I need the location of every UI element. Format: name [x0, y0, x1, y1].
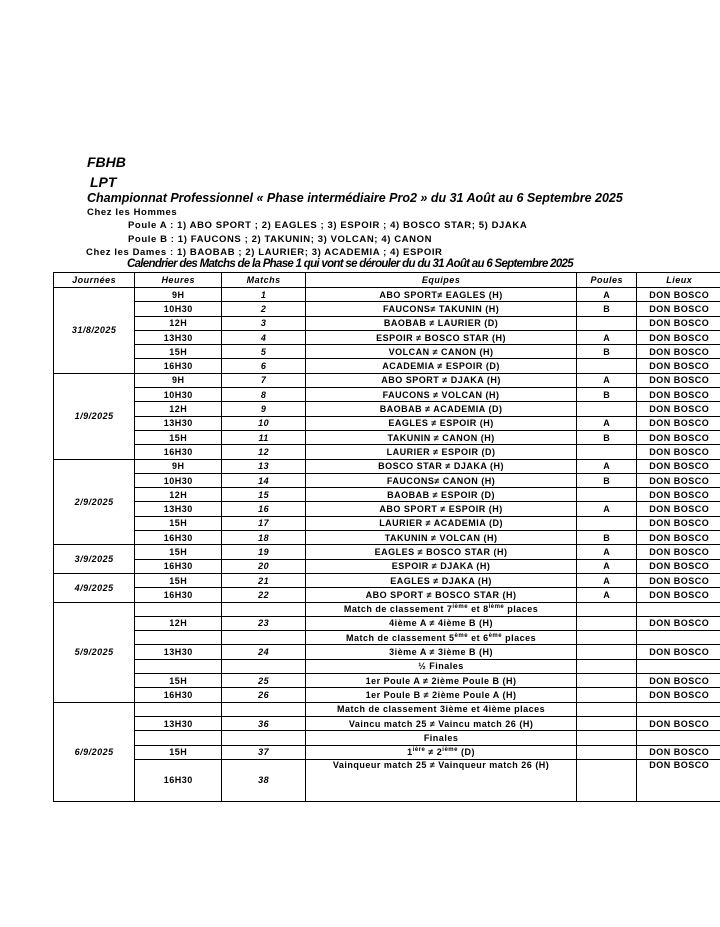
heure-cell: 9H [135, 288, 222, 302]
table-row [54, 759, 720, 801]
poule-cell: A [577, 288, 637, 302]
lieu-cell: DON BOSCO [637, 416, 720, 430]
table-row [54, 288, 720, 302]
poule-cell [577, 445, 637, 459]
lieu-cell: DON BOSCO [637, 445, 720, 459]
poule-cell: A [577, 545, 637, 559]
table-row [54, 531, 720, 545]
equipes-cell: Match de classement 5ème et 6ème places [306, 631, 577, 645]
table-row [54, 488, 720, 502]
journee-cell: 31/8/2025 [54, 288, 135, 374]
poule-cell [577, 602, 637, 616]
lieu-cell [637, 602, 720, 616]
match-number-cell: 23 [222, 616, 306, 630]
heure-cell: 16H30 [135, 359, 222, 373]
poule-cell: A [577, 459, 637, 473]
federation-acronym: FBHB [87, 154, 126, 170]
lieu-cell: DON BOSCO [637, 488, 720, 502]
poule-cell: B [577, 388, 637, 402]
heure-cell: 15H [135, 745, 222, 759]
heure-cell: 16H30 [135, 688, 222, 702]
equipes-cell: Finales [306, 731, 577, 745]
equipes-cell: ABO SPORT≠ EAGLES (H) [306, 288, 577, 302]
journee-cell: 4/9/2025 [54, 573, 135, 602]
lieu-cell: DON BOSCO [637, 545, 720, 559]
lieu-cell: DON BOSCO [637, 316, 720, 330]
table-row [54, 430, 720, 444]
match-number-cell: 20 [222, 559, 306, 573]
journee-cell: 2/9/2025 [54, 459, 135, 545]
lieu-cell: DON BOSCO [637, 616, 720, 630]
lieu-cell: DON BOSCO [637, 373, 720, 387]
league-acronym: LPT [90, 174, 117, 190]
match-number-cell: 36 [222, 716, 306, 730]
match-number-cell: 21 [222, 573, 306, 587]
poule-cell: A [577, 573, 637, 587]
equipes-cell: EAGLES ≠ DJAKA (H) [306, 573, 577, 587]
table-row [54, 602, 720, 616]
heure-cell: 13H30 [135, 330, 222, 344]
poule-cell: B [577, 473, 637, 487]
heure-cell: 10H30 [135, 473, 222, 487]
poule-cell [577, 616, 637, 630]
women-teams: Chez les Dames : 1) BAOBAB ; 2) LAURIER; 3) ACADEMIA ; 4) ESPOIR [86, 247, 443, 258]
table-row [54, 302, 720, 316]
equipes-cell: 1er Poule A ≠ 2ième Poule B (H) [306, 674, 577, 688]
table-row [54, 559, 720, 573]
lieu-cell: DON BOSCO [637, 759, 720, 801]
equipes-cell: BAOBAB ≠ ESPOIR (D) [306, 488, 577, 502]
poule-cell: B [577, 345, 637, 359]
equipes-cell: ABO SPORT ≠ ESPOIR (H) [306, 502, 577, 516]
equipes-cell: ESPOIR ≠ BOSCO STAR (H) [306, 330, 577, 344]
lieu-cell: DON BOSCO [637, 588, 720, 602]
match-number-cell: 22 [222, 588, 306, 602]
poule-cell: A [577, 559, 637, 573]
heure-cell: 9H [135, 459, 222, 473]
table-row [54, 702, 720, 716]
poule-cell [577, 731, 637, 745]
poule-cell [577, 702, 637, 716]
table-row [54, 473, 720, 487]
table-row [54, 445, 720, 459]
heure-cell: 13H30 [135, 502, 222, 516]
table-row [54, 345, 720, 359]
match-number-cell: 11 [222, 430, 306, 444]
lieu-cell [637, 659, 720, 673]
match-number-cell: 15 [222, 488, 306, 502]
equipes-cell: 1er Poule B ≠ 2ième Poule A (H) [306, 688, 577, 702]
poule-cell [577, 745, 637, 759]
equipes-cell: ABO SPORT ≠ DJAKA (H) [306, 373, 577, 387]
heure-cell: 15H [135, 430, 222, 444]
match-number-cell: 12 [222, 445, 306, 459]
equipes-cell: TAKUNIN ≠ VOLCAN (H) [306, 531, 577, 545]
table-row [54, 388, 720, 402]
table-row [54, 716, 720, 730]
poule-cell: A [577, 330, 637, 344]
poule-cell [577, 659, 637, 673]
equipes-cell: EAGLES ≠ ESPOIR (H) [306, 416, 577, 430]
table-row [54, 373, 720, 387]
heure-cell: 16H30 [135, 588, 222, 602]
lieu-cell: DON BOSCO [637, 402, 720, 416]
match-number-cell: 37 [222, 745, 306, 759]
equipes-cell: BOSCO STAR ≠ DJAKA (H) [306, 459, 577, 473]
table-row [54, 459, 720, 473]
equipes-cell: Vainqueur match 25 ≠ Vainqueur match 26 (H) [306, 759, 577, 801]
poule-cell [577, 645, 637, 659]
equipes-cell: FAUCONS ≠ VOLCAN (H) [306, 388, 577, 402]
equipes-cell: VOLCAN ≠ CANON (H) [306, 345, 577, 359]
lieu-cell: DON BOSCO [637, 388, 720, 402]
match-number-cell [222, 659, 306, 673]
poule-cell [577, 516, 637, 530]
equipes-cell: BAOBAB ≠ ACADEMIA (D) [306, 402, 577, 416]
table-row [54, 402, 720, 416]
match-number-cell [222, 602, 306, 616]
lieu-cell: DON BOSCO [637, 502, 720, 516]
heure-cell: 15H [135, 516, 222, 530]
heure-cell: 15H [135, 345, 222, 359]
heure-cell: 12H [135, 316, 222, 330]
heure-cell: 9H [135, 373, 222, 387]
lieu-cell: DON BOSCO [637, 288, 720, 302]
poule-cell: B [577, 531, 637, 545]
pool-b-teams: Poule B : 1) FAUCONS ; 2) TAKUNIN; 3) VOLCAN; 4) CANON [128, 234, 433, 245]
match-number-cell [222, 702, 306, 716]
equipes-cell: 4ième A ≠ 4ième B (H) [306, 616, 577, 630]
match-number-cell: 38 [222, 759, 306, 801]
column-header-lieux: Lieux [637, 273, 720, 288]
poule-cell: B [577, 302, 637, 316]
equipes-cell: Match de classement 7ième et 8ième places [306, 602, 577, 616]
column-header-poules: Poules [577, 273, 637, 288]
schedule-body [54, 288, 720, 802]
equipes-cell: EAGLES ≠ BOSCO STAR (H) [306, 545, 577, 559]
equipes-cell: FAUCONS≠ CANON (H) [306, 473, 577, 487]
table-row [54, 502, 720, 516]
heure-cell: 15H [135, 573, 222, 587]
match-number-cell: 9 [222, 402, 306, 416]
match-number-cell: 26 [222, 688, 306, 702]
lieu-cell: DON BOSCO [637, 359, 720, 373]
match-number-cell: 10 [222, 416, 306, 430]
equipes-cell: ABO SPORT ≠ BOSCO STAR (H) [306, 588, 577, 602]
match-number-cell: 24 [222, 645, 306, 659]
table-row [54, 588, 720, 602]
pool-a-teams: Poule A : 1) ABO SPORT ; 2) EAGLES ; 3) ESPOIR ; 4) BOSCO STAR; 5) DJAKA [128, 220, 528, 231]
match-number-cell: 5 [222, 345, 306, 359]
match-number-cell: 19 [222, 545, 306, 559]
table-row [54, 645, 720, 659]
poule-cell [577, 359, 637, 373]
heure-cell [135, 702, 222, 716]
lieu-cell: DON BOSCO [637, 330, 720, 344]
table-row [54, 545, 720, 559]
match-number-cell: 2 [222, 302, 306, 316]
match-number-cell: 6 [222, 359, 306, 373]
table-row [54, 330, 720, 344]
poule-cell [577, 316, 637, 330]
lieu-cell [637, 631, 720, 645]
heure-cell: 15H [135, 674, 222, 688]
match-number-cell: 14 [222, 473, 306, 487]
men-section-label: Chez les Hommes [87, 207, 178, 218]
equipes-cell: $1^{ière} \ne 2ième$ (D) [306, 745, 577, 759]
table-row [54, 688, 720, 702]
lieu-cell [637, 731, 720, 745]
heure-cell [135, 659, 222, 673]
equipes-cell: ESPOIR ≠ DJAKA (H) [306, 559, 577, 573]
match-number-cell: 3 [222, 316, 306, 330]
equipes-cell: BAOBAB ≠ LAURIER (D) [306, 316, 577, 330]
lieu-cell: DON BOSCO [637, 573, 720, 587]
match-number-cell: 8 [222, 388, 306, 402]
lieu-cell: DON BOSCO [637, 716, 720, 730]
calendar-title: Calendrier des Matchs de la Phase 1 qui vont se dérouler du du 31 Août au 6 Septembre 2025 [127, 258, 573, 270]
poule-cell: A [577, 588, 637, 602]
poule-cell: A [577, 416, 637, 430]
match-number-cell: 25 [222, 674, 306, 688]
column-header-heures: Heures [135, 273, 222, 288]
heure-cell [135, 731, 222, 745]
match-number-cell [222, 631, 306, 645]
match-number-cell: 7 [222, 373, 306, 387]
table-row [54, 359, 720, 373]
heure-cell: 16H30 [135, 759, 222, 801]
journee-cell: 1/9/2025 [54, 373, 135, 459]
match-number-cell: 1 [222, 288, 306, 302]
table-row [54, 416, 720, 430]
poule-cell: A [577, 373, 637, 387]
equipes-cell: 3ième A ≠ 3ième B (H) [306, 645, 577, 659]
heure-cell: 15H [135, 545, 222, 559]
heure-cell [135, 602, 222, 616]
lieu-cell: DON BOSCO [637, 430, 720, 444]
match-number-cell: 18 [222, 531, 306, 545]
match-number-cell: 4 [222, 330, 306, 344]
heure-cell: 16H30 [135, 445, 222, 459]
column-header-equipes: Equipes [306, 273, 577, 288]
equipes-cell: Vaincu match 25 ≠ Vaincu match 26 (H) [306, 716, 577, 730]
lieu-cell: DON BOSCO [637, 559, 720, 573]
championship-title: Championnat Professionnel « Phase intermédiaire Pro2 » du 31 Août au 6 Septembre 2025 [87, 191, 623, 205]
equipes-cell: LAURIER ≠ ESPOIR (D) [306, 445, 577, 459]
heure-cell: 16H30 [135, 531, 222, 545]
lieu-cell: DON BOSCO [637, 645, 720, 659]
lieu-cell: DON BOSCO [637, 516, 720, 530]
match-number-cell [222, 731, 306, 745]
column-header-matchs: Matchs [222, 273, 306, 288]
table-header-row [54, 273, 720, 288]
heure-cell: 12H [135, 488, 222, 502]
lieu-cell: DON BOSCO [637, 688, 720, 702]
match-number-cell: 17 [222, 516, 306, 530]
table-row [54, 674, 720, 688]
poule-cell: B [577, 430, 637, 444]
poule-cell [577, 759, 637, 801]
heure-cell: 13H30 [135, 416, 222, 430]
lieu-cell: DON BOSCO [637, 674, 720, 688]
equipes-cell: LAURIER ≠ ACADEMIA (D) [306, 516, 577, 530]
lieu-cell: DON BOSCO [637, 345, 720, 359]
table-row [54, 731, 720, 745]
table-row [54, 616, 720, 630]
equipes-cell: FAUCONS≠ TAKUNIN (H) [306, 302, 577, 316]
table-row [54, 516, 720, 530]
lieu-cell: DON BOSCO [637, 459, 720, 473]
lieu-cell: DON BOSCO [637, 473, 720, 487]
poule-cell [577, 688, 637, 702]
table-row [54, 316, 720, 330]
heure-cell: 13H30 [135, 645, 222, 659]
lieu-cell: DON BOSCO [637, 745, 720, 759]
equipes-cell: Match de classement 3ième et 4ième places [306, 702, 577, 716]
poule-cell: A [577, 502, 637, 516]
journee-cell: 3/9/2025 [54, 545, 135, 574]
lieu-cell: DON BOSCO [637, 302, 720, 316]
poule-cell [577, 716, 637, 730]
poule-cell [577, 488, 637, 502]
table-row [54, 659, 720, 673]
match-number-cell: 16 [222, 502, 306, 516]
heure-cell: 10H30 [135, 388, 222, 402]
heure-cell: 10H30 [135, 302, 222, 316]
poule-cell [577, 674, 637, 688]
column-header-journees: Journées [54, 273, 135, 288]
heure-cell [135, 631, 222, 645]
lieu-cell: DON BOSCO [637, 531, 720, 545]
match-schedule-table [53, 272, 720, 802]
lieu-cell [637, 702, 720, 716]
table-row [54, 745, 720, 759]
table-row [54, 631, 720, 645]
heure-cell: 12H [135, 402, 222, 416]
equipes-cell: TAKUNIN ≠ CANON (H) [306, 430, 577, 444]
equipes-cell: ½ Finales [306, 659, 577, 673]
heure-cell: 13H30 [135, 716, 222, 730]
poule-cell [577, 402, 637, 416]
heure-cell: 16H30 [135, 559, 222, 573]
poule-cell [577, 631, 637, 645]
heure-cell: 12H [135, 616, 222, 630]
journee-cell: 5/9/2025 [54, 602, 135, 702]
match-number-cell: 13 [222, 459, 306, 473]
table-row [54, 573, 720, 587]
equipes-cell: ACADEMIA ≠ ESPOIR (D) [306, 359, 577, 373]
journee-cell: 6/9/2025 [54, 702, 135, 801]
